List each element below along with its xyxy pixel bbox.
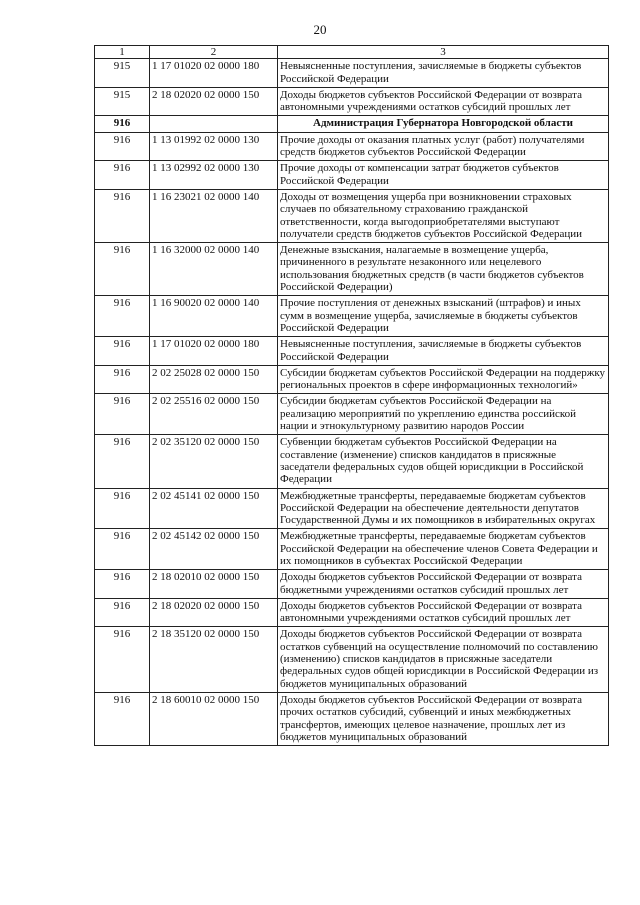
description-cell: Межбюджетные трансферты, передаваемые бюджетам субъектов Российской Федерации на обеспечение членов Совета Федерации и их помощников в субъектах Российской Федерации: [278, 529, 609, 570]
admin-code-cell: 916: [95, 598, 150, 627]
description-cell: Доходы бюджетов субъектов Российской Федерации от возврата остатков субвенций на осуществление полномочий по составлению (изменению) списков кандидатов в присяжные заседатели федеральных судов общей юрисдикции в Российской Федерации из бюджетов муниципальных образований: [278, 627, 609, 692]
description-cell: Доходы от возмещения ущерба при возникновении страховых случаев по обязательному страхованию гражданской ответственности, когда выгодоприобретателями выступают получатели средств бюджетов субъектов Российской Федерации: [278, 189, 609, 242]
table-row: [95, 394, 609, 435]
description-cell: Прочие доходы от компенсации затрат бюджетов субъектов Российской Федерации: [278, 161, 609, 190]
budget-code-cell: 2 02 45142 02 0000 150: [150, 529, 278, 570]
admin-code-cell: 916: [95, 189, 150, 242]
admin-code-cell: 915: [95, 87, 150, 116]
description-cell: Субсидии бюджетам субъектов Российской Федерации на реализацию мероприятий по укреплению единства российской нации и этнокультурному развитию народов России: [278, 394, 609, 435]
table-row: [95, 529, 609, 570]
description-cell: Прочие поступления от денежных взысканий (штрафов) и иных сумм в возмещение ущерба, зачисляемые в бюджеты субъектов Российской Федерации: [278, 296, 609, 337]
budget-code-cell: 2 02 45141 02 0000 150: [150, 488, 278, 529]
table-row: [95, 161, 609, 190]
admin-code-cell: 916: [95, 435, 150, 488]
description-cell: Субсидии бюджетам субъектов Российской Федерации на поддержку региональных проектов в сфере информационных технологий»: [278, 365, 609, 394]
table-header-row: [95, 46, 609, 59]
budget-code-cell: 2 18 60010 02 0000 150: [150, 692, 278, 745]
table-row: [95, 296, 609, 337]
budget-code-cell: 2 02 25516 02 0000 150: [150, 394, 278, 435]
table-row: [95, 627, 609, 692]
budget-code-cell: 1 17 01020 02 0000 180: [150, 337, 278, 366]
table-row: [95, 337, 609, 366]
admin-code-cell: 916: [95, 570, 150, 599]
budget-code-cell: [150, 116, 278, 132]
budget-code-cell: 2 18 02020 02 0000 150: [150, 87, 278, 116]
description-cell: Доходы бюджетов субъектов Российской Федерации от возврата автономными учреждениями остатков субсидий прошлых лет: [278, 598, 609, 627]
description-cell: Невыясненные поступления, зачисляемые в бюджеты субъектов Российской Федерации: [278, 59, 609, 88]
table-row: [95, 59, 609, 88]
budget-code-cell: 1 16 90020 02 0000 140: [150, 296, 278, 337]
revenue-codes-table: [94, 45, 609, 746]
budget-code-cell: 1 16 32000 02 0000 140: [150, 243, 278, 296]
budget-code-cell: 1 16 23021 02 0000 140: [150, 189, 278, 242]
admin-code-cell: 916: [95, 132, 150, 161]
budget-code-cell: 1 13 01992 02 0000 130: [150, 132, 278, 161]
table-row: [95, 435, 609, 488]
admin-code-cell: 916: [95, 161, 150, 190]
column-header-2: 2: [150, 46, 278, 59]
table-section-row: [95, 116, 609, 132]
budget-code-cell: 2 18 02020 02 0000 150: [150, 598, 278, 627]
column-header-3: 3: [278, 46, 609, 59]
description-cell: Администрация Губернатора Новгородской области: [278, 116, 609, 132]
table-row: [95, 365, 609, 394]
table-row: [95, 87, 609, 116]
table-row: [95, 243, 609, 296]
table-row: [95, 692, 609, 745]
admin-code-cell: 916: [95, 337, 150, 366]
admin-code-cell: 916: [95, 529, 150, 570]
admin-code-cell: 916: [95, 243, 150, 296]
admin-code-cell: 916: [95, 365, 150, 394]
table-row: [95, 132, 609, 161]
description-cell: Доходы бюджетов субъектов Российской Федерации от возврата бюджетными учреждениями остатков субсидий прошлых лет: [278, 570, 609, 599]
description-cell: Доходы бюджетов субъектов Российской Федерации от возврата автономными учреждениями остатков субсидий прошлых лет: [278, 87, 609, 116]
table-row: [95, 570, 609, 599]
budget-code-cell: 2 02 35120 02 0000 150: [150, 435, 278, 488]
admin-code-cell: 915: [95, 59, 150, 88]
budget-code-cell: 2 18 35120 02 0000 150: [150, 627, 278, 692]
admin-code-cell: 916: [95, 394, 150, 435]
page-number: 20: [313, 22, 327, 37]
admin-code-cell: 916: [95, 116, 150, 132]
budget-code-cell: 2 02 25028 02 0000 150: [150, 365, 278, 394]
budget-code-cell: 1 13 02992 02 0000 130: [150, 161, 278, 190]
description-cell: Невыясненные поступления, зачисляемые в бюджеты субъектов Российской Федерации: [278, 337, 609, 366]
admin-code-cell: 916: [95, 692, 150, 745]
budget-code-cell: 2 18 02010 02 0000 150: [150, 570, 278, 599]
admin-code-cell: 916: [95, 627, 150, 692]
description-cell: Доходы бюджетов субъектов Российской Федерации от возврата прочих остатков субсидий, субвенций и иных межбюджетных трансфертов, имеющих целевое назначение, прошлых лет из бюджетов муниципальных образований: [278, 692, 609, 745]
admin-code-cell: 916: [95, 488, 150, 529]
budget-code-cell: 1 17 01020 02 0000 180: [150, 59, 278, 88]
description-cell: Субвенции бюджетам субъектов Российской Федерации на составление (изменение) списков кандидатов в присяжные заседатели федеральных судов общей юрисдикции в Российской Федерации: [278, 435, 609, 488]
description-cell: Межбюджетные трансферты, передаваемые бюджетам субъектов Российской Федерации на обеспечение деятельности депутатов Государственной Думы и их помощников в избирательных округах: [278, 488, 609, 529]
table-row: [95, 189, 609, 242]
admin-code-cell: 916: [95, 296, 150, 337]
description-cell: Денежные взыскания, налагаемые в возмещение ущерба, причиненного в результате незаконного или нецелевого использования бюджетных средств (в части бюджетов субъектов Российской Федерации): [278, 243, 609, 296]
column-header-1: 1: [95, 46, 150, 59]
table-row: [95, 598, 609, 627]
table-row: [95, 488, 609, 529]
description-cell: Прочие доходы от оказания платных услуг (работ) получателями средств бюджетов субъектов Российской Федерации: [278, 132, 609, 161]
